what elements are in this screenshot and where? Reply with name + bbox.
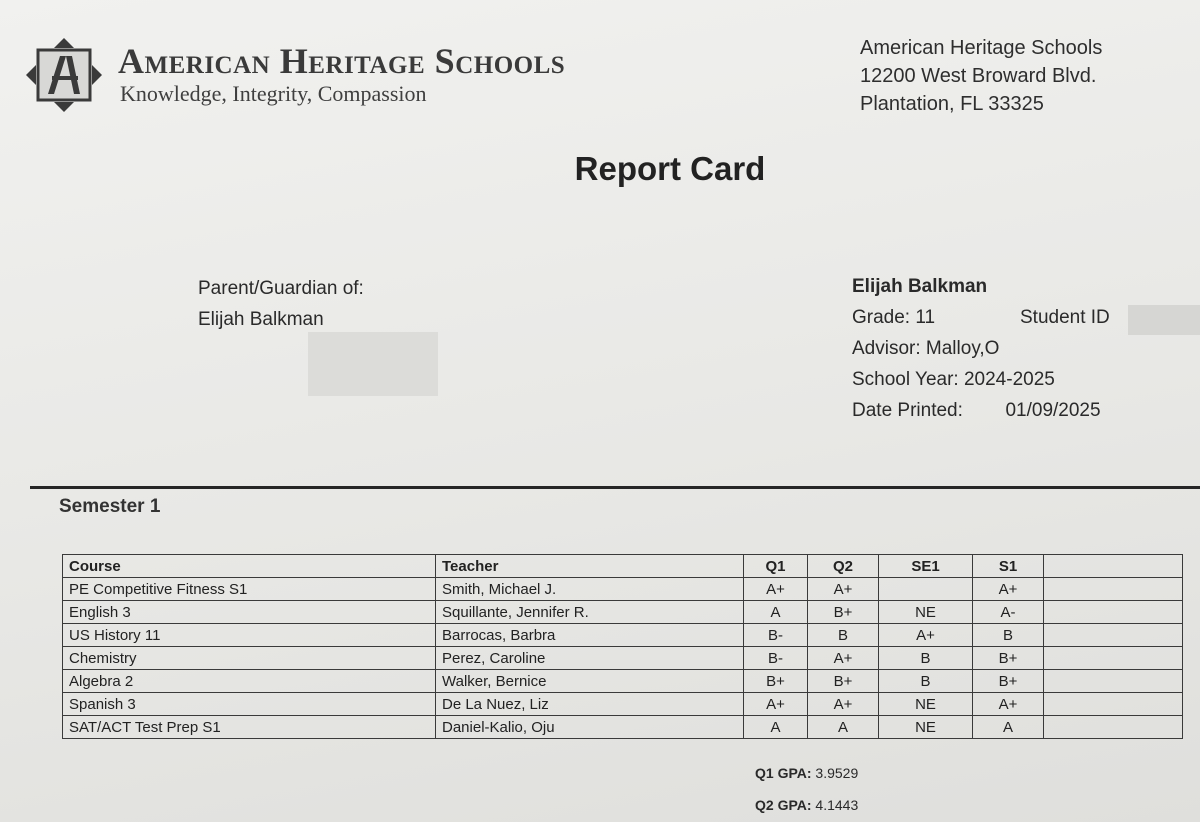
q2-gpa-value: 4.1443 (815, 797, 859, 813)
grade-cell: A (744, 601, 808, 624)
course-cell: PE Competitive Fitness S1 (63, 578, 436, 601)
grade-cell: A- (973, 601, 1044, 624)
column-header: SE1 (879, 555, 973, 578)
grade-cell: B+ (808, 670, 879, 693)
course-cell: English 3 (63, 601, 436, 624)
school-motto: Knowledge, Integrity, Compassion (120, 81, 427, 106)
grade-cell: A (744, 716, 808, 739)
empty-cell (1044, 624, 1183, 647)
grade-cell: B (879, 647, 973, 670)
recipient-label: Parent/Guardian of: (198, 278, 364, 299)
grade-cell: B (808, 624, 879, 647)
grade-cell: A (808, 716, 879, 739)
grade-cell: A+ (973, 693, 1044, 716)
empty-cell (1044, 647, 1183, 670)
grade-cell: B+ (973, 647, 1044, 670)
course-cell: SAT/ACT Test Prep S1 (63, 716, 436, 739)
column-header: Q1 (744, 555, 808, 578)
course-cell: Algebra 2 (63, 670, 436, 693)
school-logo-icon (24, 36, 104, 114)
address-line: American Heritage Schools (860, 37, 1103, 59)
grade-cell: A+ (879, 624, 973, 647)
teacher-cell: Barrocas, Barbra (436, 624, 744, 647)
table-row (63, 716, 1183, 739)
column-header-empty (1044, 555, 1183, 578)
student-name: Elijah Balkman (852, 276, 988, 297)
empty-cell (1044, 670, 1183, 693)
student-id-label: Student ID (1020, 307, 1110, 328)
grade-cell: A+ (973, 578, 1044, 601)
student-school-year: School Year: 2024-2025 (852, 369, 1055, 390)
course-cell: US History 11 (63, 624, 436, 647)
grade-cell: A+ (808, 693, 879, 716)
table-row (63, 670, 1183, 693)
grade-cell: A+ (808, 647, 879, 670)
course-cell: Spanish 3 (63, 693, 436, 716)
grade-cell: B- (744, 647, 808, 670)
page-title: Report Card (574, 150, 766, 187)
section-divider (30, 486, 1200, 489)
date-printed-label: Date Printed: (852, 400, 963, 421)
grade-cell: A+ (744, 693, 808, 716)
teacher-cell: Squillante, Jennifer R. (436, 601, 744, 624)
recipient-block (198, 273, 364, 335)
course-cell: Chemistry (63, 647, 436, 670)
date-printed-value: 01/09/2025 (1005, 400, 1101, 421)
q2-gpa (755, 797, 858, 813)
column-header: Course (63, 555, 436, 578)
grade-cell: NE (879, 716, 973, 739)
teacher-cell: Smith, Michael J. (436, 578, 744, 601)
teacher-cell: Walker, Bernice (436, 670, 744, 693)
column-header: Q2 (808, 555, 879, 578)
grade-cell: B- (744, 624, 808, 647)
grade-cell: A+ (808, 578, 879, 601)
address-line: 12200 West Broward Blvd. (860, 65, 1097, 87)
empty-cell (1044, 693, 1183, 716)
column-header: Teacher (436, 555, 744, 578)
school-address (860, 34, 1102, 118)
empty-cell (1044, 716, 1183, 739)
semester-heading: Semester 1 (59, 496, 161, 517)
teacher-cell: De La Nuez, Liz (436, 693, 744, 716)
grade-cell (879, 578, 973, 601)
grade-cell: B+ (808, 601, 879, 624)
table-row (63, 624, 1183, 647)
grade-cell: A (973, 716, 1044, 739)
table-row (63, 693, 1183, 716)
teacher-cell: Perez, Caroline (436, 647, 744, 670)
teacher-cell: Daniel-Kalio, Oju (436, 716, 744, 739)
student-info-block (852, 271, 1110, 426)
empty-cell (1044, 578, 1183, 601)
table-row (63, 601, 1183, 624)
grade-cell: NE (879, 693, 973, 716)
grade-cell: B+ (973, 670, 1044, 693)
q1-gpa (755, 765, 858, 781)
q1-gpa-label: Q1 GPA: (755, 765, 812, 781)
redacted-student-id (1128, 305, 1200, 335)
redacted-address (308, 332, 438, 396)
address-line: Plantation, FL 33325 (860, 93, 1044, 115)
grades-table (62, 554, 1183, 739)
empty-cell (1044, 601, 1183, 624)
q1-gpa-value: 3.9529 (815, 765, 859, 781)
grade-cell: B (879, 670, 973, 693)
grade-cell: A+ (744, 578, 808, 601)
column-header: S1 (973, 555, 1044, 578)
table-row (63, 578, 1183, 601)
table-header-row (63, 555, 1183, 578)
student-advisor: Advisor: Malloy,O (852, 338, 1000, 359)
table-row (63, 647, 1183, 670)
grade-cell: NE (879, 601, 973, 624)
grade-cell: B+ (744, 670, 808, 693)
school-name: American Heritage Schools (118, 41, 566, 81)
q2-gpa-label: Q2 GPA: (755, 797, 812, 813)
date-printed-row (852, 395, 1101, 426)
student-grade: Grade: 11 (852, 307, 936, 328)
grade-cell: B (973, 624, 1044, 647)
recipient-name: Elijah Balkman (198, 309, 324, 330)
